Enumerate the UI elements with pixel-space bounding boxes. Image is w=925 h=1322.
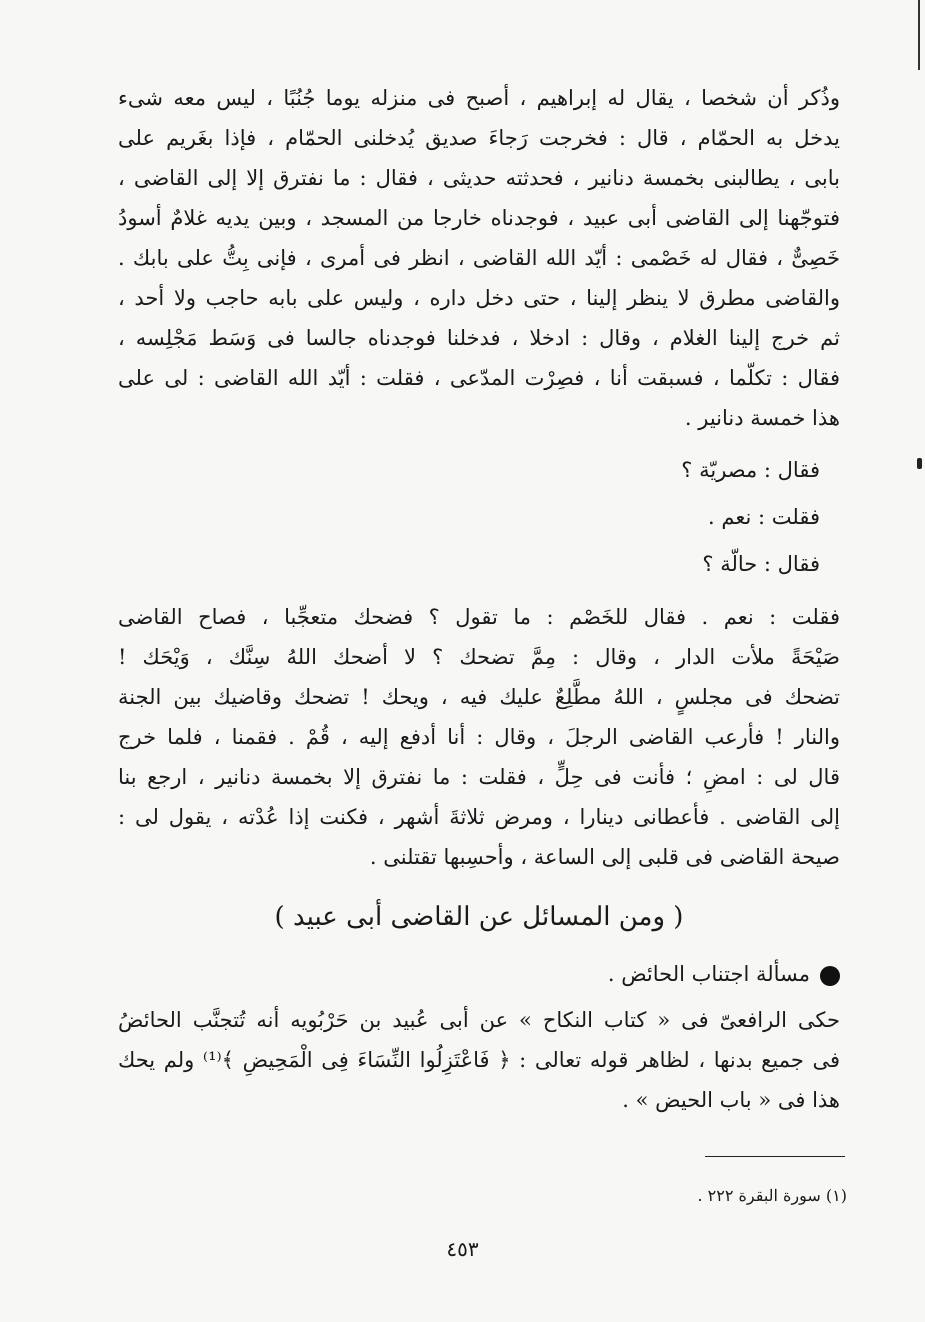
dialogue-line: فقلت : نعم . (708, 505, 820, 529)
dialogue-block (681, 450, 820, 591)
text-line: صيحة القاضى فى قلبى إلى الساعة ، وأحسِبها تقتلنى . (369, 845, 840, 869)
text-line: فقلت : نعم . فقال للخَصْم : ما تقول ؟ فضحك متعجِّبا ، فصاح القاضى (118, 605, 840, 629)
text-line: صَيْحَةً ملأت الدار ، وقال : مِمَّ تضحك ؟ لا أضحك اللهُ سِنَّك ، وَيْحَك ! (118, 645, 840, 669)
bullet-dot-icon (820, 966, 840, 986)
text-line: خَصِىٌّ ، فقال له خَصْمى : أيّد الله القاضى ، انظر فى أمرى ، فإنى بِتُّ على بابك . (118, 246, 840, 270)
text-line: فقال : تكلّما ، فسبقت أنا ، فصِرْت المدّعى ، فقلت : أيّد الله القاضى : لى على (118, 366, 840, 390)
text-line: هذا فى « باب الحيض » . (622, 1088, 840, 1112)
text-line: يدخل به الحمّام ، قال : فخرجت رَجاءَ صديق يُدخلنى الحمّام ، فإذا بغَريم على (118, 126, 840, 150)
footnote: (١) سورة البقرة ٢٢٢ . (697, 1186, 847, 1205)
page-number: ٤٥٣ (446, 1237, 479, 1261)
text-line: فتوجّهنا إلى القاضى أبى عبيد ، فوجدناه خارجا من المسجد ، وبين يديه غلامٌ أسودُ (118, 206, 840, 230)
text-line: بابى ، يطالبنى بخمسة دنانير ، فحدثته حديثى ، فقال : ما نفترق إلا إلى القاضى ، (118, 166, 840, 190)
text-line: قال لى : امضِ ؛ فأنت فى حِلٍّ ، فقلت : ما نفترق إلا بخمسة دنانير ، ارجع بنا (118, 765, 840, 789)
section-heading: ( ومن المسائل عن القاضى أبى عبيد ) (274, 902, 684, 932)
page-edge-rule (918, 0, 920, 70)
text-line: هذا خمسة دنانير . (684, 406, 840, 430)
footnote-separator (705, 1156, 845, 1157)
text-line: حكى الرافعىّ فى « كتاب النكاح » عن أبى عُبيد بن حَرْبُويه أنه تُتجنَّب الحائضُ (118, 1008, 840, 1032)
text-line: فى جميع بدنها ، لظاهر قوله تعالى : ﴿ فَاعْتَزِلُوا النِّسَاءَ فِى الْمَحِيضِ ﴾⁽¹⁾ ولم يحك (118, 1048, 840, 1072)
text-line: تضحك فى مجلسٍ ، اللهُ مطَّلِعٌ عليك فيه ، ويحك ! تضحك وقاضيك بين الجنة (118, 685, 840, 709)
text-line: وذُكر أن شخصا ، يقال له إبراهيم ، أصبح فى منزله يوما جُنُبًا ، ليس معه شىء (118, 86, 840, 110)
dialogue-line: فقال : مصريّة ؟ (681, 458, 820, 482)
margin-mark (917, 458, 922, 469)
dialogue-line: فقال : حالّة ؟ (702, 552, 820, 576)
bullet-item-text: مسألة اجتناب الحائض . (607, 962, 810, 986)
bullet-item (608, 954, 840, 994)
text-line: إلى القاضى . فأعطانى دينارا ، ومرض ثلاثةَ أشهر ، فكنت إذا عُدْته ، يقول لى : (118, 805, 840, 829)
paragraph-story-intro (118, 78, 840, 438)
text-line: ثم خرج إلينا الغلام ، وقال : ادخلا ، فدخلنا فوجدناه جالسا فى وَسَط مَجْلِسه ، (118, 326, 840, 350)
text-line: والنار ! فأرعب القاضى الرجلَ ، وقال : أنا أدفع إليه ، قُمْ . فقمنا ، فلما خرج (118, 725, 840, 749)
text-line: والقاضى مطرق لا ينظر إلينا ، حتى دخل داره ، وليس على بابه حاجب ولا أحد ، (118, 286, 840, 310)
paragraph-story-conclusion (118, 597, 840, 877)
paragraph-ruling (118, 1000, 840, 1120)
